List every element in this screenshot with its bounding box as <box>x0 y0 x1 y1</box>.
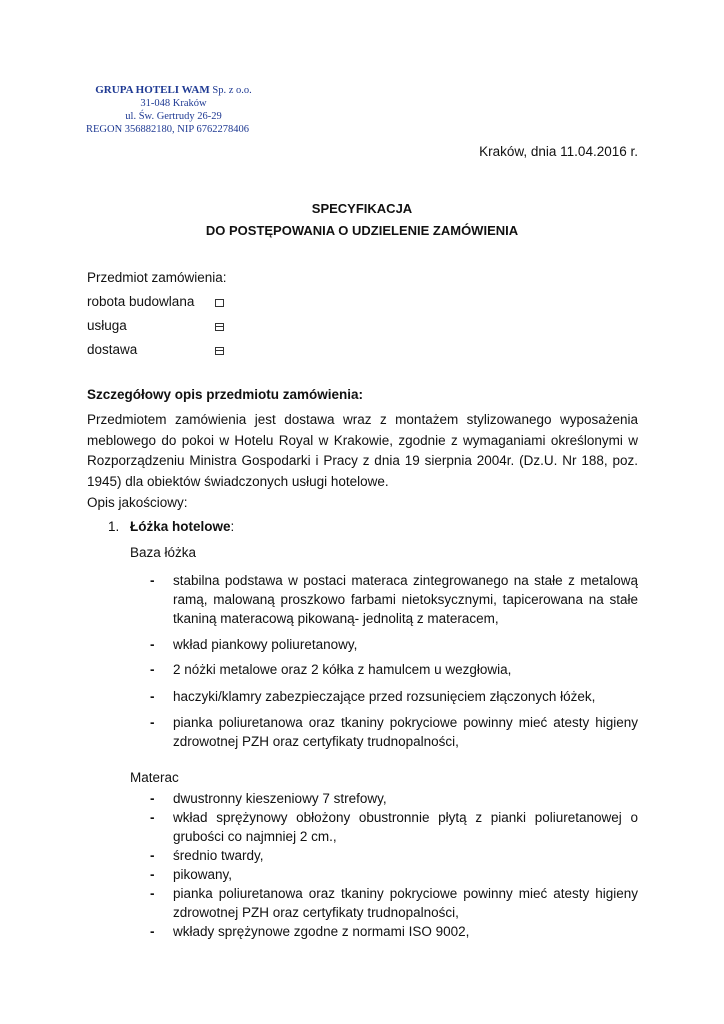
list-bullet: - <box>150 715 155 730</box>
letterhead <box>86 84 261 136</box>
letterhead-registration: REGON 356882180, NIP 6762278406 <box>86 124 249 135</box>
date-line: Kraków, dnia 11.04.2016 r. <box>479 144 638 159</box>
list-item: pikowany, <box>173 867 233 882</box>
list-item: średnio twardy, <box>173 848 264 863</box>
list-bullet: - <box>150 810 155 825</box>
description-heading: Szczegółowy opis przedmiotu zamówienia: <box>87 387 364 402</box>
list-item: haczyki/klamry zabezpieczające przed rozsunięciem złączonych łóżek, <box>173 689 596 704</box>
company-name: GRUPA HOTELI WAM <box>95 84 210 96</box>
list-item: wkład sprężynowy obłożony obustronnie płytą z pianki poliuretanowej o grubości co najmniej 2 cm., <box>173 810 638 844</box>
list-bullet: - <box>150 791 155 806</box>
section1-heading <box>130 517 234 537</box>
description-paragraph: Przedmiotem zamówienia jest dostawa wraz z montażem stylizowanego wyposażenia meblowego do pokoi w Hotelu Royal w Krakowie, zgodnie z wymaganiami określonymi w Rozporządzeniu Ministra Gospodarki i Pracy z dnia 19 sierpnia 2004r. (Dz.U. Nr 188, poz. 1945) dla obiektów świadczonych usługi hotelowe. <box>87 412 638 489</box>
letterhead-company <box>86 84 261 97</box>
option-label-delivery: dostawa <box>87 342 138 357</box>
list-bullet: - <box>150 924 155 939</box>
list-bullet: - <box>150 689 155 704</box>
option-checkbox-service[interactable] <box>215 323 224 331</box>
list-bullet: - <box>150 886 155 901</box>
subject-label: Przedmiot zamówienia: <box>87 270 227 285</box>
bed-base-heading: Baza łóżka <box>130 545 197 560</box>
list-bullet: - <box>150 637 155 652</box>
list-bullet: - <box>150 662 155 677</box>
list-item: 2 nóżki metalowe oraz 2 kółka z hamulcem u wezgłowia, <box>173 662 512 677</box>
section1-colon: : <box>230 519 235 534</box>
list-item: stabilna podstawa w postaci materaca zintegrowanego na stałe z metalową ramą, malowaną proszkowo farbami nietoksycznymi, tapicerowana na stałe tkaniną materacową pikowaną- jednolitą z materacem, <box>173 573 638 626</box>
option-label-works: robota budowlana <box>87 294 195 309</box>
quality-label: Opis jakościowy: <box>87 495 188 510</box>
list-bullet: - <box>150 867 155 882</box>
list-item: wkłady sprężynowe zgodne z normami ISO 9002, <box>173 924 470 939</box>
letterhead-postal: 31-048 Kraków <box>140 98 207 109</box>
mattress-heading: Materac <box>130 770 179 785</box>
list-item: pianka poliuretanowa oraz tkaniny pokryciowe powinny mieć atesty higieny zdrowotnej PZH oraz certyfikaty trudnopalności, <box>173 715 638 749</box>
list-bullet: - <box>150 573 155 588</box>
section1-number: 1. <box>108 519 120 534</box>
list-bullet: - <box>150 848 155 863</box>
letterhead-street: ul. Św. Gertrudy 26-29 <box>125 111 222 122</box>
option-checkbox-works[interactable] <box>215 299 224 307</box>
list-item: dwustronny kieszeniowy 7 strefowy, <box>173 791 387 806</box>
option-label-service: usługa <box>87 318 127 333</box>
list-item: wkład piankowy poliuretanowy, <box>173 637 358 652</box>
document-title: SPECYFIKACJA <box>311 201 413 216</box>
list-item: pianka poliuretanowa oraz tkaniny pokryciowe powinny mieć atesty higieny zdrowotnej PZH oraz certyfikaty trudnopalności, <box>173 886 638 920</box>
option-checkbox-delivery[interactable] <box>215 347 224 355</box>
company-suffix: Sp. z o.o. <box>209 85 252 96</box>
section1-title: Łóżka hotelowe <box>130 519 231 534</box>
document-subtitle: DO POSTĘPOWANIA O UDZIELENIE ZAMÓWIENIA <box>205 223 519 238</box>
